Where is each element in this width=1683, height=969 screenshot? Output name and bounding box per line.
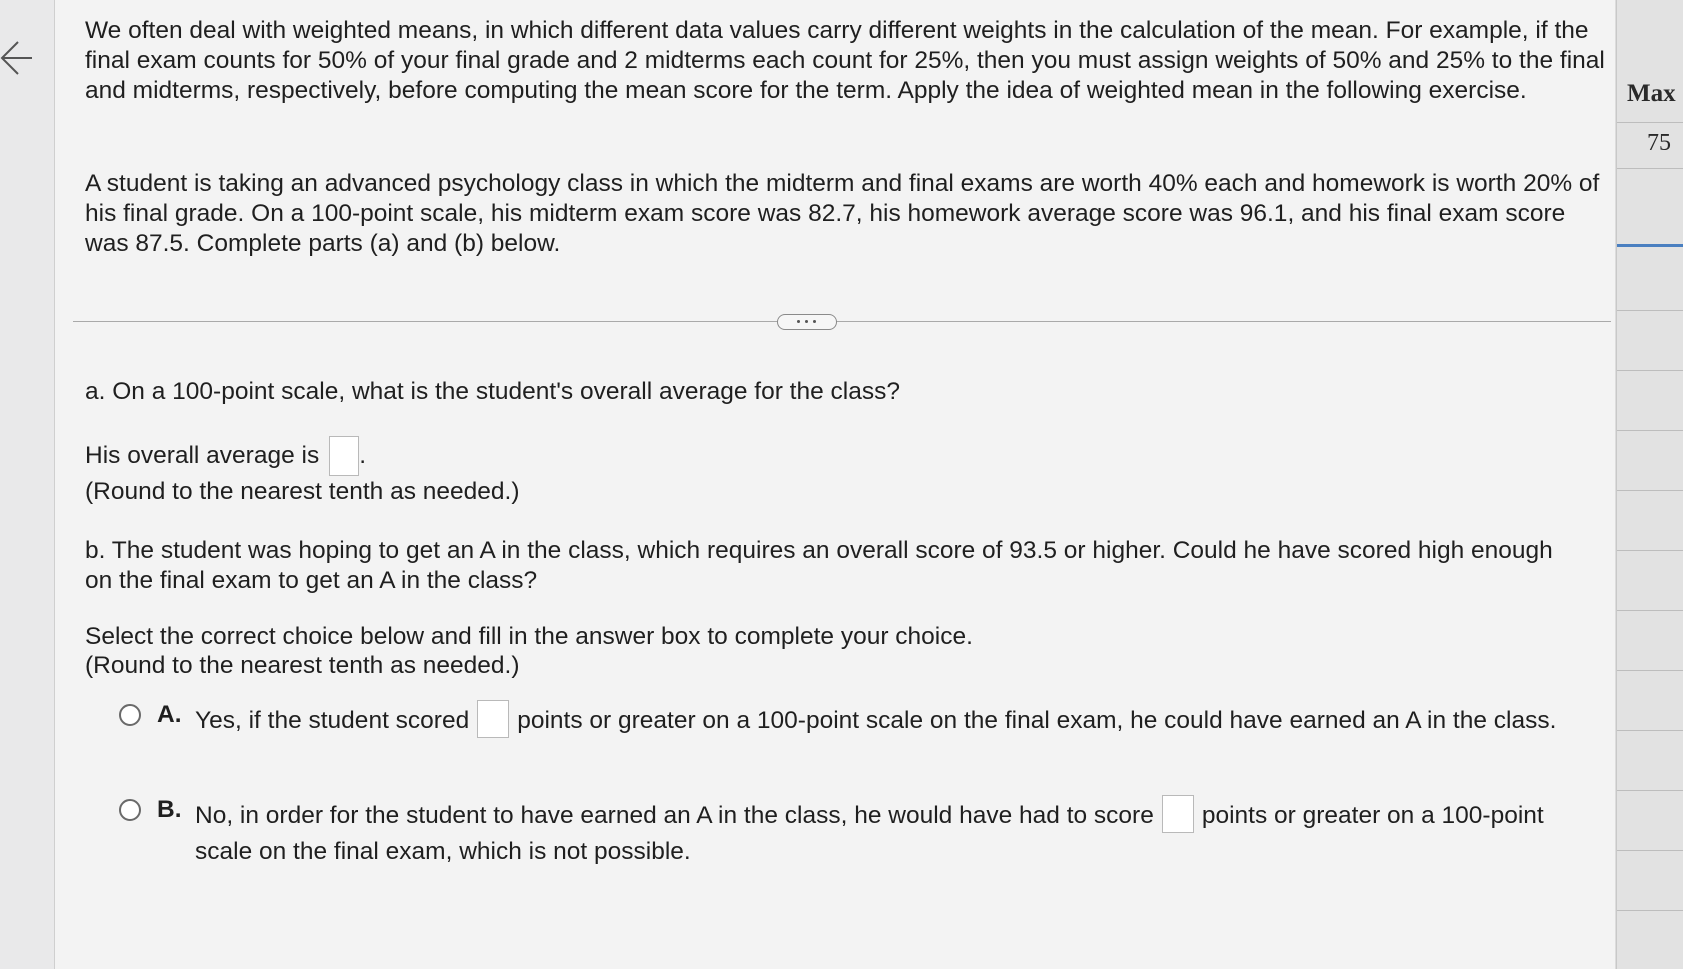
left-rail (0, 0, 55, 969)
overall-average-period: . (359, 442, 367, 469)
overall-average-line (85, 436, 366, 476)
choice-b-text-after: points or greater on a 100-point scale on the final exam, which is not possible. (195, 802, 1544, 865)
part-b-question: b. The student was hoping to get an A in the class, which requires an overall score of 93.5 or higher. Could he have scored high enough on the final exam to get an A in the class? (85, 537, 1553, 594)
choice-a-radio[interactable] (119, 704, 141, 726)
choice-a-input[interactable] (477, 700, 509, 738)
overall-average-input[interactable] (329, 436, 359, 476)
expand-more-button[interactable] (777, 314, 837, 330)
choice-b-letter: B. (157, 796, 182, 823)
choice-a-text-after: points or greater on a 100-point scale on the final exam, he could have earned an A in the class. (517, 707, 1557, 734)
max-column-value: 75 (1647, 130, 1671, 156)
choice-b-input[interactable] (1162, 795, 1194, 833)
overall-average-label: His overall average is (85, 442, 320, 469)
problem-paragraph: A student is taking an advanced psychology class in which the midterm and final exams are worth 40% each and homework is worth 20% of his final grade. On a 100-point scale, his midterm exam score was 82.7, his homework average score was 96.1, and his final exam score was 87.5. Complete parts (a) and (b) below. (85, 170, 1600, 257)
back-arrow-icon[interactable] (0, 36, 40, 80)
choice-a-letter: A. (157, 701, 182, 728)
score-table-panel (1616, 0, 1683, 969)
choice-b-radio[interactable] (119, 799, 141, 821)
section-divider (73, 321, 1611, 322)
part-a-round-note: (Round to the nearest tenth as needed.) (85, 478, 520, 505)
question-panel (55, 0, 1615, 969)
choice-b-text (195, 795, 1595, 870)
intro-paragraph: We often deal with weighted means, in which different data values carry different weights in the calculation of the mean. For example, if the final exam counts for 50% of your final grade and 2 midterms each count for 25%, then you must assign weights of 50% and 25% to the final and midterms, respectively, before computing the mean score for the term. Apply the idea of weighted mean in the following exercise. (85, 17, 1605, 104)
max-column-header: Max (1627, 80, 1676, 107)
part-a-question: a. On a 100-point scale, what is the student's overall average for the class? (85, 378, 900, 405)
part-b-round-note: (Round to the nearest tenth as needed.) (85, 652, 520, 679)
choice-a-text-before: Yes, if the student scored (195, 707, 470, 734)
choice-a-text (195, 700, 1595, 739)
choice-b-text-before: No, in order for the student to have earned an A in the class, he would have had to score (195, 802, 1154, 829)
active-row-indicator (1617, 244, 1683, 247)
part-b-instruction: Select the correct choice below and fill in the answer box to complete your choice. (85, 623, 973, 650)
